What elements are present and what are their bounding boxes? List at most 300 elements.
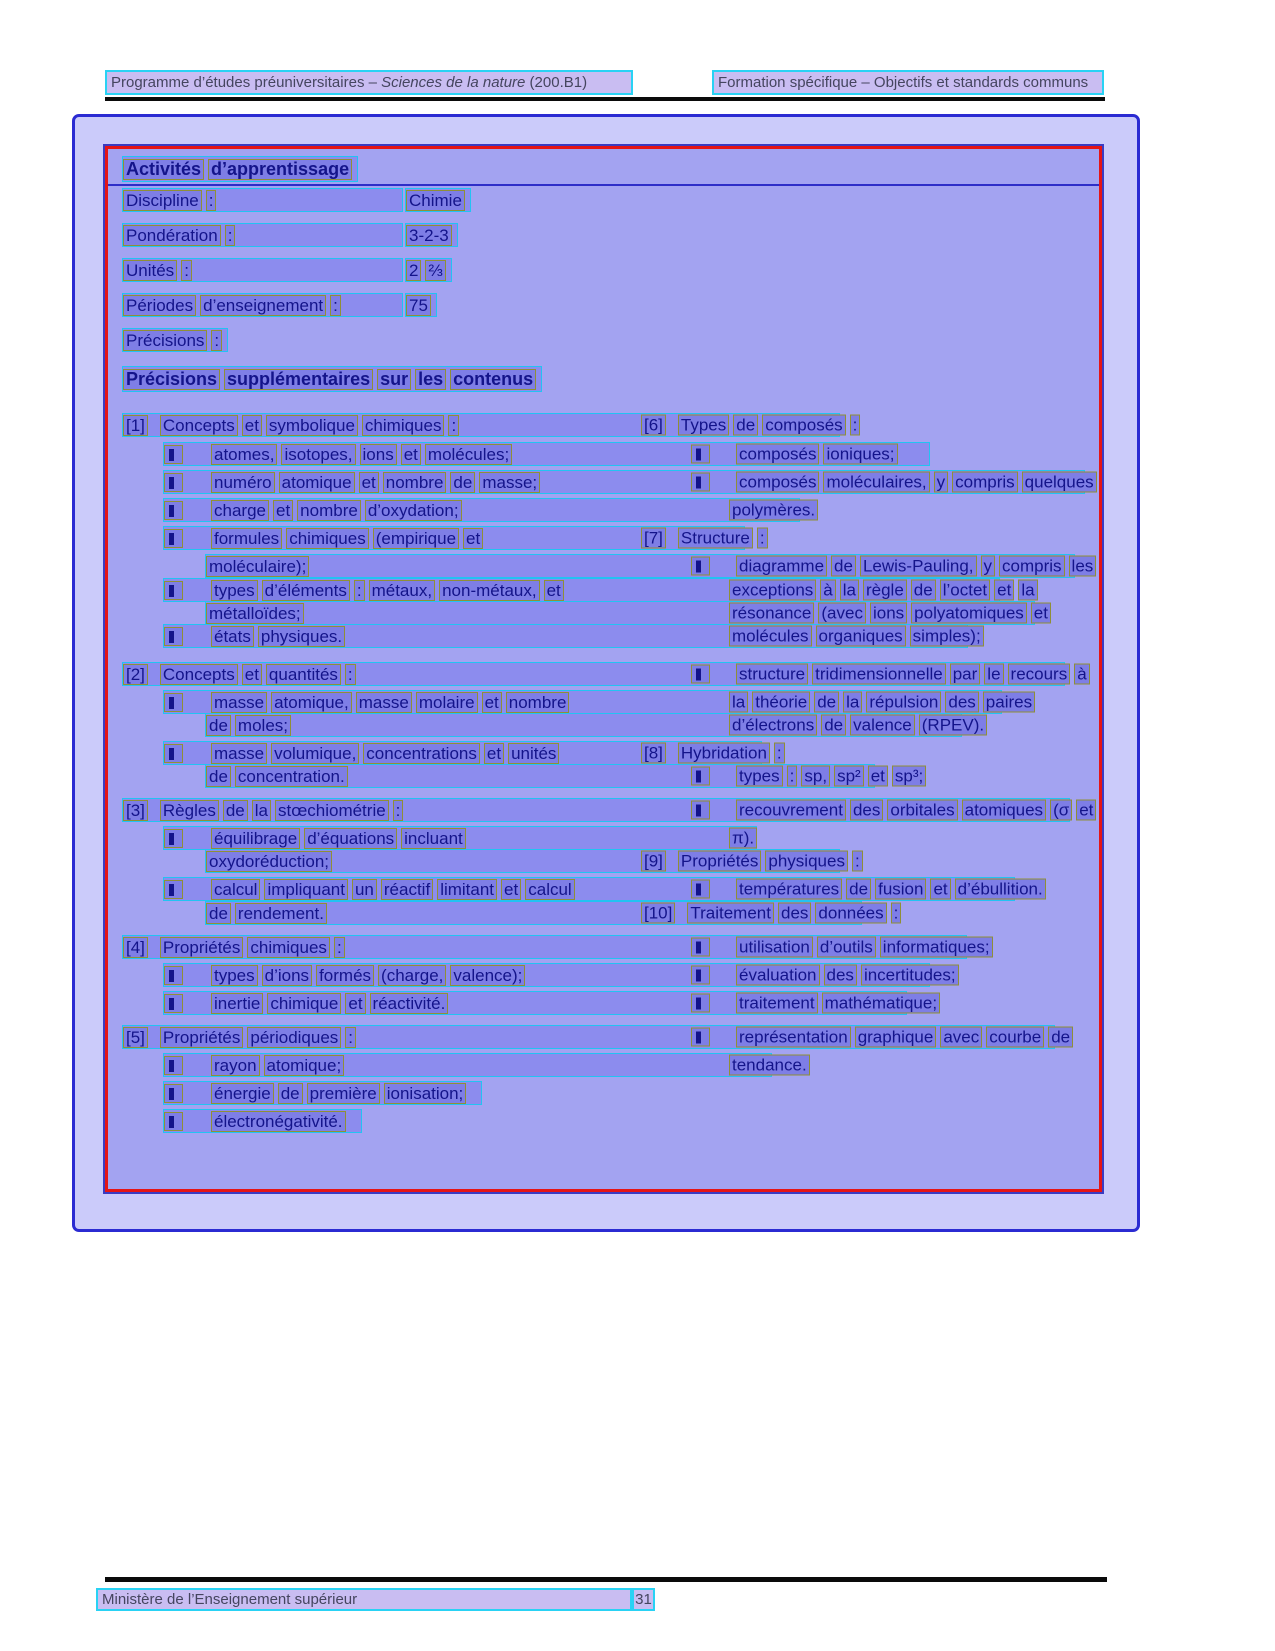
word-chip: valence); <box>450 965 525 986</box>
word-chip: organiques <box>816 626 906 647</box>
word-chip: orbitales <box>887 800 957 821</box>
bullet-icon <box>164 529 183 548</box>
bullet-icon <box>691 665 710 684</box>
word-chip: (σ <box>1050 800 1072 821</box>
word-chip: théorie <box>752 692 810 713</box>
line-bar <box>122 662 1087 686</box>
word-chip: et <box>501 879 521 900</box>
word-chip: périodiques <box>247 1027 341 1048</box>
word-chip: : <box>330 295 341 316</box>
list-number-chip: [5] <box>123 1027 148 1048</box>
right-column-segment <box>691 766 926 787</box>
word-chip: Types <box>678 415 729 436</box>
word-chip: Précisions <box>123 330 207 351</box>
word-chip: des <box>778 903 811 924</box>
word-chip: Lewis-Pauling, <box>860 556 977 577</box>
word-chip: physiques. <box>258 626 345 647</box>
word-chip: volumique, <box>271 743 359 764</box>
list-number-chip: [2] <box>123 664 148 685</box>
title-underline <box>108 184 1099 186</box>
word-chip: moles; <box>235 715 291 736</box>
bullet-icon <box>164 1084 183 1103</box>
word-chip: recouvrement <box>736 800 846 821</box>
word-chip: d’apprentissage <box>208 159 352 180</box>
word-chip: et <box>345 993 365 1014</box>
word-chip: 75 <box>406 295 431 316</box>
word-chip: Hybridation <box>678 743 770 764</box>
footer-rule <box>105 1577 1107 1582</box>
line-bar <box>122 798 1094 822</box>
word-chip: de <box>206 903 231 924</box>
word-chip: : <box>774 743 785 764</box>
word-chip: la <box>729 692 748 713</box>
word-chip: et <box>484 743 504 764</box>
word-chip: d’oxydation; <box>365 500 462 521</box>
word-chip: de <box>846 879 871 900</box>
word-chip: Périodes <box>123 295 196 316</box>
page-number: 31 <box>635 1591 652 1608</box>
line-bar <box>163 1109 362 1133</box>
word-chip: rayon <box>211 1055 260 1076</box>
word-chip: : <box>850 415 861 436</box>
word-chip: incertitudes; <box>861 965 959 986</box>
word-chip: diagramme <box>736 556 827 577</box>
bullet-icon <box>164 693 183 712</box>
word-chip: et <box>544 580 564 601</box>
word-chip: : <box>891 903 902 924</box>
word-chip: oxydoréduction; <box>206 851 332 872</box>
word-chip: masse <box>211 692 267 713</box>
word-chip: répulsion <box>866 692 941 713</box>
word-chip: la <box>840 580 859 601</box>
bullet-icon <box>164 966 183 985</box>
word-chip: paires <box>983 692 1035 713</box>
line-bar <box>122 935 990 959</box>
field-value-bar <box>405 258 452 282</box>
word-chip: la <box>252 800 271 821</box>
word-chip: tendance. <box>729 1055 810 1076</box>
word-chip: polyatomiques <box>911 603 1027 624</box>
word-chip: la <box>1018 580 1037 601</box>
bullet-icon <box>691 966 710 985</box>
word-chip: représentation <box>736 1027 851 1048</box>
word-chip: quelques <box>1022 472 1097 493</box>
word-chip: masse; <box>479 472 540 493</box>
word-chip: informatiques; <box>880 937 993 958</box>
line-bar <box>163 624 981 648</box>
bullet-icon <box>164 501 183 520</box>
word-chip: de <box>223 800 248 821</box>
word-chip: et <box>1031 603 1051 624</box>
right-column-segment <box>729 500 818 521</box>
word-chip: (empirique <box>373 528 459 549</box>
word-chip: supplémentaires <box>224 369 373 390</box>
right-column-segment <box>691 556 1096 577</box>
line-bar <box>163 578 1035 602</box>
word-chip: calcul <box>211 879 260 900</box>
word-chip: atomique <box>279 472 355 493</box>
panel-title <box>122 156 358 182</box>
word-chip: simples); <box>910 626 984 647</box>
field-value-bar <box>405 188 471 212</box>
word-chip: électronégativité. <box>211 1111 346 1132</box>
line-bar <box>205 764 924 788</box>
word-chip: Traitement <box>687 903 774 924</box>
word-chip: concentration. <box>235 766 348 787</box>
running-head-left-text: Programme d’études préuniversitaires – Sciences de la nature (200.B1) <box>111 74 588 91</box>
list-number-chip: [6] <box>641 415 666 436</box>
word-chip: de <box>911 580 936 601</box>
word-chip: calcul <box>525 879 574 900</box>
bullet-icon <box>691 801 710 820</box>
word-chip: isotopes, <box>281 444 355 465</box>
word-chip: énergie <box>211 1083 274 1104</box>
word-chip: données <box>815 903 886 924</box>
word-chip: : <box>852 851 863 872</box>
list-number-chip: [10] <box>641 903 675 924</box>
word-chip: unités <box>508 743 559 764</box>
word-chip: composés <box>762 415 845 436</box>
word-chip: valence <box>850 715 915 736</box>
right-column-segment <box>691 664 1090 685</box>
right-column-segment <box>729 626 984 647</box>
word-chip: structure <box>736 664 808 685</box>
word-chip: nombre <box>297 500 361 521</box>
right-column-segment <box>641 743 785 764</box>
word-chip: d’enseignement <box>200 295 326 316</box>
word-chip: symbolique <box>266 415 358 436</box>
right-column-segment <box>641 528 768 549</box>
word-chip: atomiques <box>962 800 1046 821</box>
right-column-segment <box>641 415 860 436</box>
word-chip: et <box>242 664 262 685</box>
word-chip: : <box>787 766 798 787</box>
header-rule <box>105 97 1105 101</box>
word-chip: sp² <box>834 766 864 787</box>
bullet-icon <box>164 1056 183 1075</box>
word-chip: Précisions <box>123 369 220 390</box>
word-chip: et <box>868 766 888 787</box>
word-chip: de <box>206 766 231 787</box>
word-chip: stœchiométrie <box>275 800 389 821</box>
right-column-segment <box>641 903 901 924</box>
word-chip: contenus <box>450 369 536 390</box>
field-label-bar <box>122 293 403 317</box>
right-column-segment <box>729 603 1051 624</box>
word-chip: tridimensionnelle <box>812 664 946 685</box>
word-chip: compris <box>952 472 1018 493</box>
word-chip: et <box>482 692 502 713</box>
right-column-segment <box>729 580 1038 601</box>
word-chip: ions <box>360 444 397 465</box>
word-chip: Concepts <box>160 415 238 436</box>
word-chip: exceptions <box>729 580 816 601</box>
word-chip: ions <box>870 603 907 624</box>
word-chip: évaluation <box>736 965 820 986</box>
word-chip: 3-2-3 <box>406 225 452 246</box>
line-bar <box>163 1053 807 1077</box>
right-column-segment <box>691 937 993 958</box>
word-chip: ioniques; <box>823 444 897 465</box>
word-chip: recours <box>1008 664 1071 685</box>
word-chip: un <box>352 879 377 900</box>
right-column-segment <box>691 879 1046 900</box>
word-chip: π). <box>729 828 757 849</box>
word-chip: : <box>757 528 768 549</box>
word-chip: : <box>206 190 217 211</box>
word-chip: fusion <box>875 879 926 900</box>
right-column-segment <box>691 1027 1073 1048</box>
word-chip: limitant <box>437 879 497 900</box>
word-chip: de <box>206 715 231 736</box>
bullet-icon <box>164 1112 183 1131</box>
word-chip: les <box>1069 556 1097 577</box>
word-chip: Propriétés <box>678 851 761 872</box>
bullet-icon <box>164 829 183 848</box>
word-chip: de <box>831 556 856 577</box>
word-chip: première <box>307 1083 380 1104</box>
bullet-icon <box>691 938 710 957</box>
bullet-icon <box>164 994 183 1013</box>
right-column-segment <box>691 472 1097 493</box>
word-chip: par <box>950 664 981 685</box>
word-chip: traitement <box>736 993 818 1014</box>
word-chip: molécules <box>729 626 812 647</box>
right-column-segment <box>729 1055 810 1076</box>
word-chip: réactivité. <box>370 993 449 1014</box>
field-label-bar <box>122 328 228 352</box>
line-bar <box>205 849 860 873</box>
bullet-icon <box>164 627 183 646</box>
word-chip: atomes, <box>211 444 277 465</box>
word-chip: quantités <box>266 664 341 685</box>
word-chip: : <box>225 225 236 246</box>
word-chip: masse <box>356 692 412 713</box>
word-chip: Structure <box>678 528 753 549</box>
word-chip: Activités <box>123 159 204 180</box>
word-chip: et <box>1076 800 1096 821</box>
word-chip: molécules; <box>425 444 512 465</box>
bullet-icon <box>691 473 710 492</box>
word-chip: courbe <box>986 1027 1044 1048</box>
word-chip: moléculaires, <box>823 472 929 493</box>
right-column-segment <box>691 965 959 986</box>
word-chip: d’équations <box>304 828 397 849</box>
word-chip: Propriétés <box>160 937 243 958</box>
word-chip: d’électrons <box>729 715 817 736</box>
word-chip: températures <box>736 879 842 900</box>
running-head-right <box>712 70 1104 95</box>
word-chip: rendement. <box>235 903 327 924</box>
word-chip: : <box>211 330 222 351</box>
line-bar <box>163 1081 482 1105</box>
line-bar <box>122 413 858 437</box>
word-chip: y <box>981 556 996 577</box>
word-chip: types <box>736 766 783 787</box>
line-bar <box>205 601 1048 625</box>
word-chip: à <box>1074 664 1089 685</box>
word-chip: (charge, <box>378 965 446 986</box>
word-chip: atomique, <box>271 692 352 713</box>
word-chip: Pondération <box>123 225 221 246</box>
word-chip: résonance <box>729 603 814 624</box>
word-chip: : <box>345 664 356 685</box>
word-chip: concentrations <box>363 743 480 764</box>
learning-activities-panel <box>105 146 1102 1192</box>
word-chip: types <box>211 580 258 601</box>
word-chip: d’ébullition. <box>955 879 1046 900</box>
word-chip: Chimie <box>406 190 465 211</box>
footer-text: Ministère de l’Enseignement supérieur <box>102 1591 358 1608</box>
word-chip: sp, <box>801 766 830 787</box>
word-chip: les <box>415 369 446 390</box>
word-chip: moléculaire); <box>206 556 309 577</box>
word-chip: et <box>273 500 293 521</box>
word-chip: et <box>359 472 379 493</box>
word-chip: d’ions <box>262 965 312 986</box>
word-chip: polymères. <box>729 500 818 521</box>
word-chip: d’éléments <box>262 580 350 601</box>
word-chip: non-métaux, <box>439 580 540 601</box>
word-chip: ⅔ <box>425 260 445 281</box>
word-chip: de <box>278 1083 303 1104</box>
word-chip: : <box>393 800 404 821</box>
right-column-segment <box>691 800 1096 821</box>
word-chip: composés <box>736 472 819 493</box>
word-chip: de <box>733 415 758 436</box>
right-column-segment <box>691 444 898 465</box>
field-value-bar <box>405 293 437 317</box>
word-chip: numéro <box>211 472 275 493</box>
line-bar <box>163 991 938 1015</box>
field-label-bar <box>122 188 403 212</box>
word-chip: des <box>824 965 857 986</box>
word-chip: équilibrage <box>211 828 300 849</box>
right-column-segment <box>641 851 863 872</box>
list-number-chip: [9] <box>641 851 666 872</box>
word-chip: compris <box>999 556 1065 577</box>
word-chip: graphique <box>855 1027 937 1048</box>
word-chip: la <box>843 692 862 713</box>
word-chip: utilisation <box>736 937 813 958</box>
word-chip: avec <box>940 1027 982 1048</box>
word-chip: chimiques <box>247 937 330 958</box>
field-label-bar <box>122 258 403 282</box>
line-bar <box>205 554 1094 578</box>
right-column-segment <box>729 692 1035 713</box>
word-chip: sp³; <box>892 766 926 787</box>
list-number-chip: [7] <box>641 528 666 549</box>
field-label-bar <box>122 223 403 247</box>
word-chip: Concepts <box>160 664 238 685</box>
word-chip: composés <box>736 444 819 465</box>
word-chip: (RPEV). <box>919 715 987 736</box>
footer-band <box>96 1588 632 1611</box>
line-bar <box>205 901 899 925</box>
word-chip: : <box>448 415 459 436</box>
word-chip: et <box>401 444 421 465</box>
line-bar <box>163 442 930 466</box>
right-column-segment <box>691 993 940 1014</box>
word-chip: Discipline <box>123 190 202 211</box>
bullet-icon <box>164 744 183 763</box>
word-chip: (avec <box>818 603 866 624</box>
word-chip: sur <box>377 369 411 390</box>
bullet-icon <box>691 767 710 786</box>
word-chip: et <box>463 528 483 549</box>
word-chip: 2 <box>406 260 421 281</box>
word-chip: nombre <box>506 692 570 713</box>
bullet-icon <box>691 445 710 464</box>
word-chip: Propriétés <box>160 1027 243 1048</box>
line-bar <box>163 470 1094 494</box>
line-bar <box>205 713 985 737</box>
word-chip: chimique <box>267 993 341 1014</box>
bullet-icon <box>691 880 710 899</box>
line-bar <box>163 741 782 765</box>
word-chip: Unités <box>123 260 177 281</box>
bullet-icon <box>164 581 183 600</box>
word-chip: métalloïdes; <box>206 603 304 624</box>
word-chip: molaire <box>416 692 478 713</box>
right-column-segment <box>729 828 757 849</box>
list-number-chip: [3] <box>123 800 148 821</box>
line-bar <box>163 690 1033 714</box>
word-chip: atomique; <box>264 1055 345 1076</box>
word-chip: réactif <box>381 879 433 900</box>
word-chip: inertie <box>211 993 263 1014</box>
word-chip: chimiques <box>286 528 369 549</box>
list-number-chip: [4] <box>123 937 148 958</box>
word-chip: nombre <box>383 472 447 493</box>
line-bar <box>163 498 816 522</box>
word-chip: y <box>934 472 949 493</box>
line-bar <box>163 877 1043 901</box>
line-bar <box>163 826 757 850</box>
word-chip: mathématique; <box>822 993 940 1014</box>
word-chip: charge <box>211 500 269 521</box>
field-value-bar <box>405 223 458 247</box>
word-chip: à <box>820 580 835 601</box>
word-chip: formés <box>316 965 374 986</box>
word-chip: types <box>211 965 258 986</box>
word-chip: : <box>354 580 365 601</box>
word-chip: de <box>821 715 846 736</box>
line-bar <box>122 1025 1071 1049</box>
bullet-icon <box>691 994 710 1013</box>
bullet-icon <box>164 880 183 899</box>
word-chip: : <box>181 260 192 281</box>
running-head-right-text: Formation spécifique – Objectifs et standards communs <box>718 74 1089 91</box>
running-head-left <box>105 70 633 95</box>
word-chip: de <box>450 472 475 493</box>
list-number-chip: [8] <box>641 743 666 764</box>
section-title <box>122 366 542 392</box>
word-chip: le <box>984 664 1003 685</box>
word-chip: et <box>994 580 1014 601</box>
word-chip: l’octet <box>940 580 990 601</box>
bullet-icon <box>691 557 710 576</box>
word-chip: : <box>334 937 345 958</box>
word-chip: des <box>850 800 883 821</box>
right-column-segment <box>729 715 987 736</box>
word-chip: ionisation; <box>384 1083 467 1104</box>
word-chip: d’outils <box>817 937 876 958</box>
word-chip: masse <box>211 743 267 764</box>
bullet-icon <box>691 1028 710 1047</box>
bullet-icon <box>164 445 183 464</box>
line-bar <box>163 963 956 987</box>
